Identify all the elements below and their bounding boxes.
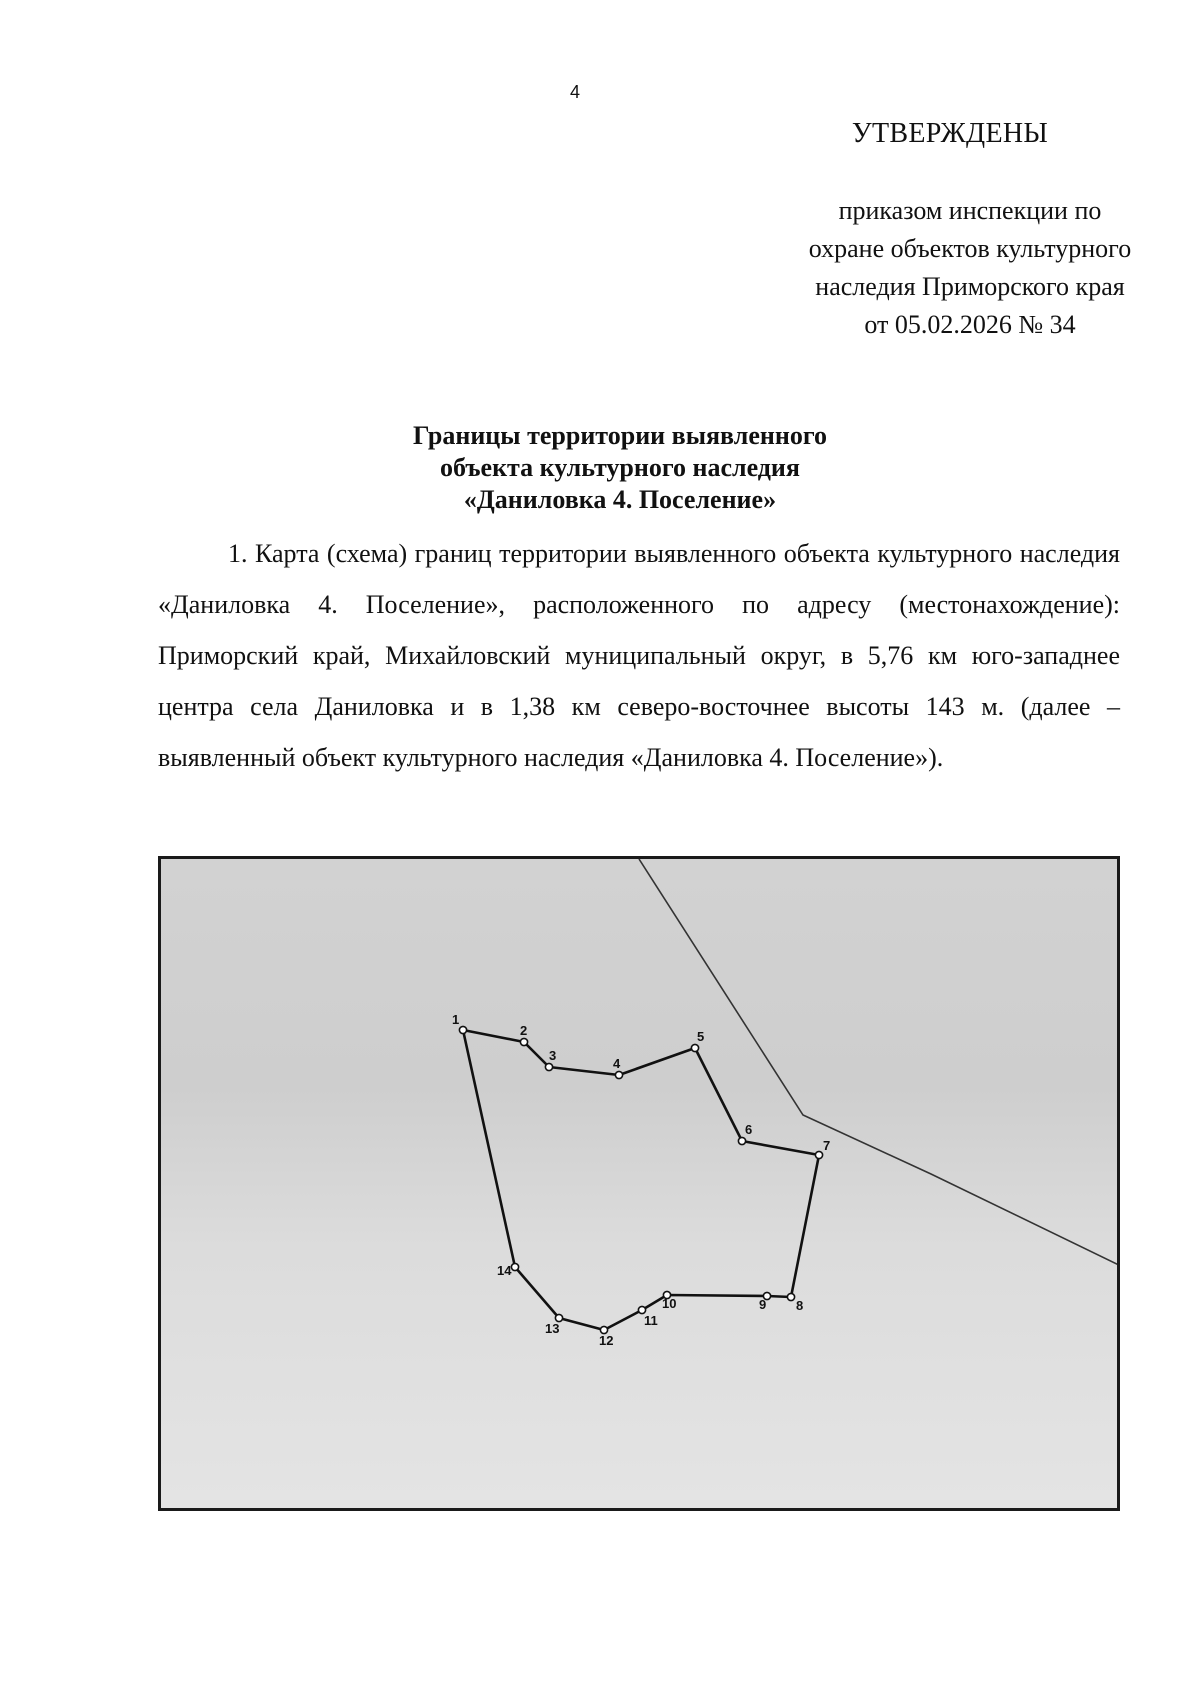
territory-boundary [463, 1030, 819, 1330]
vertex-label: 11 [644, 1313, 658, 1328]
vertex-label: 7 [823, 1138, 831, 1153]
boundary-map [158, 856, 1120, 1511]
approval-line: наследия Приморского края [815, 272, 1125, 301]
boundary-map-drawing [161, 859, 1117, 1508]
title-line: Границы территории выявленного [412, 421, 828, 450]
vertex-label: 3 [549, 1048, 557, 1063]
vertex-label: 4 [613, 1056, 621, 1071]
vertex-label: 6 [745, 1122, 753, 1137]
body-paragraph: 1. Карта (схема) границ территории выявленного объекта культурного наследия «Даниловка 4. Поселение», расположенного по адресу (местонахождение): Приморский край, Михайловский муниципальный округ, в 5,76 км юго-западнее центра села Даниловка и в 1,38 км северо-восточнее высоты 143 м. (далее – выявленный объект культурного наследия «Даниловка 4. Поселение»). [158, 539, 1120, 772]
title-line: «Даниловка 4. Поселение» [463, 485, 777, 514]
boundary-vertex [787, 1293, 794, 1300]
boundary-vertex [545, 1063, 552, 1070]
page-number: 4 [569, 82, 580, 102]
boundary-vertex [691, 1044, 698, 1051]
vertex-label: 13 [545, 1321, 560, 1336]
boundary-vertex [815, 1151, 822, 1158]
approval-line: от 05.02.2026 № 34 [864, 310, 1076, 339]
vertex-label: 12 [599, 1333, 614, 1348]
border-line [639, 859, 1117, 1267]
vertex-label: 10 [662, 1296, 677, 1311]
approval-line: приказом инспекции по [838, 196, 1102, 225]
boundary-vertex [738, 1137, 745, 1144]
document-title [200, 420, 1040, 516]
boundary-vertices [452, 1012, 830, 1348]
title-line: объекта культурного наследия [440, 453, 800, 482]
boundary-vertex [511, 1263, 518, 1270]
vertex-label: 2 [520, 1023, 528, 1038]
boundary-vertex [459, 1026, 466, 1033]
approval-line: охране объектов культурного [808, 234, 1132, 263]
vertex-label: 8 [796, 1298, 804, 1313]
vertex-label: 14 [497, 1263, 512, 1278]
vertex-label: 9 [759, 1297, 767, 1312]
boundary-vertex [520, 1038, 527, 1045]
boundary-vertex [615, 1071, 622, 1078]
approval-block [770, 192, 1170, 344]
approval-heading: УТВЕРЖДЕНЫ [851, 118, 1049, 149]
vertex-label: 1 [452, 1012, 460, 1027]
vertex-label: 5 [697, 1029, 705, 1044]
